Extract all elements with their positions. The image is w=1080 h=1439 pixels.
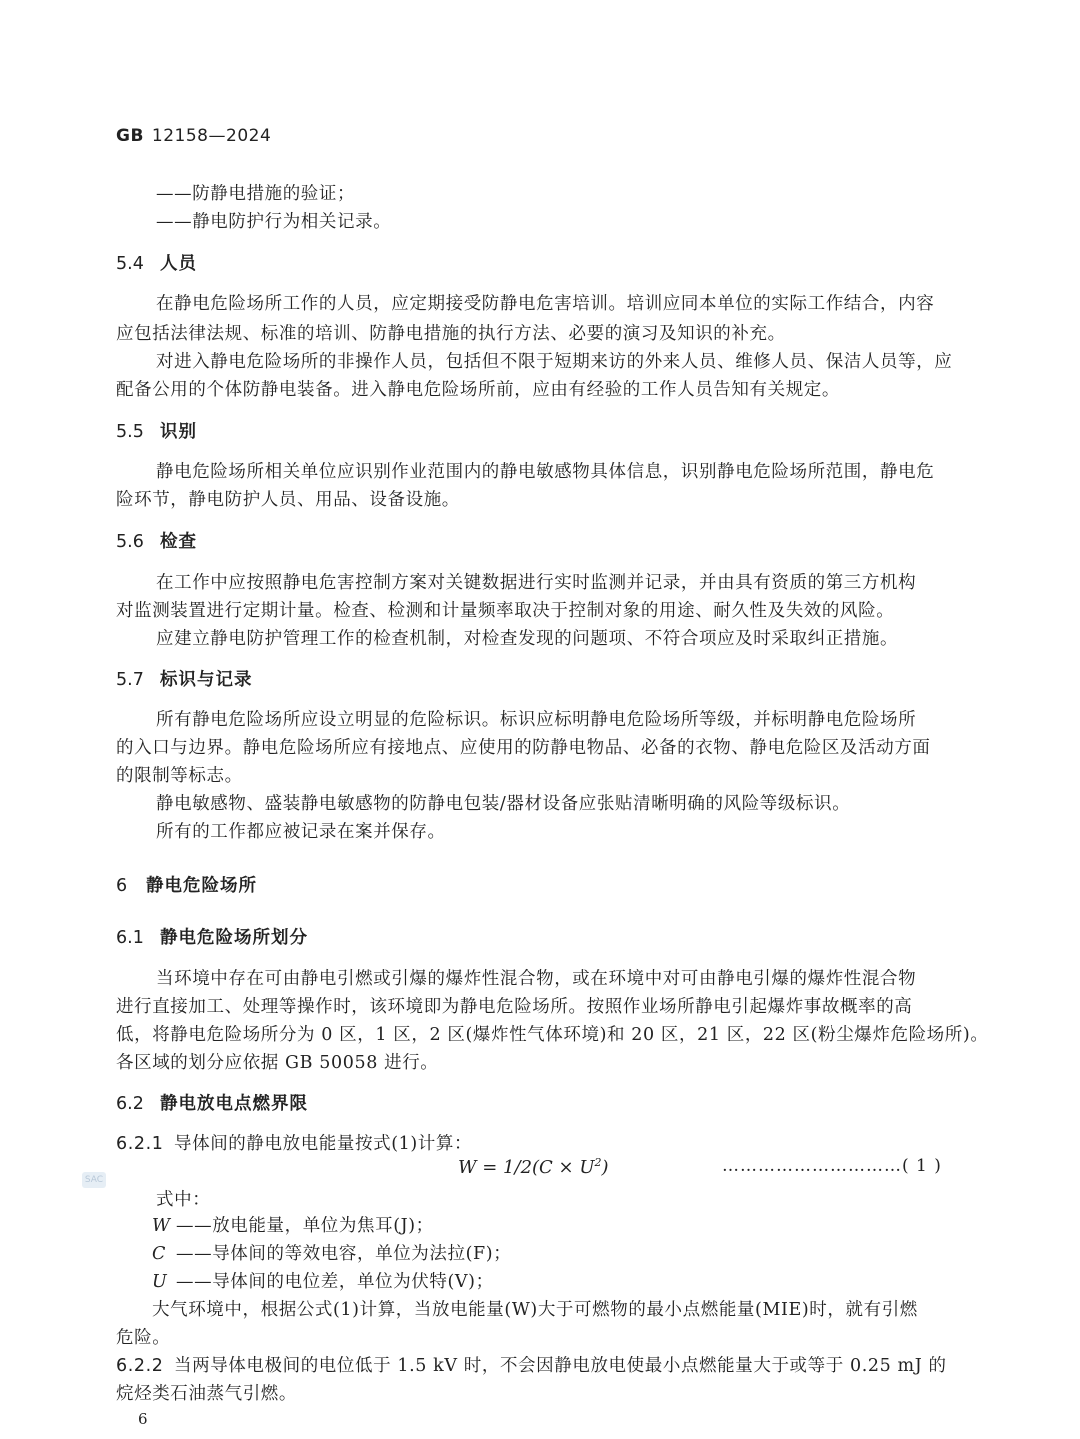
paragraph-line: 危险。 xyxy=(116,1328,171,1348)
formula-number: …………………………( 1 ) xyxy=(722,1156,942,1176)
clause-number: 6.2.2 xyxy=(116,1356,164,1376)
where-label: 式中： xyxy=(156,1190,211,1210)
symbol-c: C xyxy=(152,1244,166,1264)
definition-text: ——导体间的等效电容，单位为法拉(F)； xyxy=(176,1244,512,1264)
paragraph-line: 险环节，静电防护人员、用品、设备设施。 xyxy=(116,490,460,510)
section-title: 识别 xyxy=(160,422,197,442)
paragraph-line: 对监测装置进行定期计量。检查、检测和计量频率取决于控制对象的用途、耐久性及失效的风险。 xyxy=(116,601,895,621)
paragraph-line: 低，将静电危险场所分为 0 区，1 区，2 区(爆炸性气体环境)和 20 区，21 区，22 区(粉尘爆炸危险场所)。 xyxy=(116,1025,989,1045)
section-title: 检查 xyxy=(160,532,197,552)
definition-text: ——放电能量，单位为焦耳(J)； xyxy=(176,1216,434,1236)
paragraph-line: 所有静电危险场所应设立明显的危险标识。标识应标明静电危险场所等级，并标明静电危险场所 xyxy=(156,710,917,730)
symbol-u: U xyxy=(152,1272,168,1292)
formula-exponent: 2 xyxy=(594,1156,602,1169)
clause-6-2-2 xyxy=(116,1352,947,1377)
paragraph-line: 在静电危险场所工作的人员，应定期接受防静电危害培训。培训应同本单位的实际工作结合，内容 xyxy=(156,294,935,314)
formula-1 xyxy=(458,1156,609,1178)
section-number: 6.2 xyxy=(116,1094,144,1114)
section-title: 静电危险场所划分 xyxy=(160,928,308,948)
section-number: 5.7 xyxy=(116,670,144,690)
paragraph-line: 的入口与边界。静电危险场所应有接地点、应使用的防静电物品、必备的衣物、静电危险区及活动方面 xyxy=(116,738,931,758)
clause-6-2-1 xyxy=(116,1130,472,1155)
paragraph-line: 进行直接加工、处理等操作时，该环境即为静电危险场所。按照作业场所静电引起爆炸事故概率的高 xyxy=(116,997,913,1017)
section-title: 静电危险场所 xyxy=(146,876,257,896)
section-number: 5.4 xyxy=(116,254,144,274)
section-heading-5-6 xyxy=(116,528,197,553)
clause-number: 6.2.1 xyxy=(116,1134,164,1154)
standard-id xyxy=(116,126,271,146)
symbol-w: W xyxy=(152,1216,171,1236)
paragraph-line: 应建立静电防护管理工作的检查机制，对检查发现的问题项、不符合项应及时采取纠正措施。 xyxy=(156,629,899,649)
paragraph-line: 大气环境中，根据公式(1)计算，当放电能量(W)大于可燃物的最小点燃能量(MIE)时，就有引燃 xyxy=(152,1300,918,1320)
paragraph-line: 应包括法律法规、标准的培训、防静电措施的执行方法、必要的演习及知识的补充。 xyxy=(116,324,786,344)
section-number: 5.6 xyxy=(116,532,144,552)
page-number: 6 xyxy=(138,1410,148,1428)
definition-text: ——导体间的电位差，单位为伏特(V)； xyxy=(176,1272,494,1292)
list-item: ——防静电措施的验证； xyxy=(156,184,356,204)
section-title: 静电放电点燃界限 xyxy=(160,1094,308,1114)
list-item: ——静电防护行为相关记录。 xyxy=(156,212,392,232)
definition-u xyxy=(152,1268,494,1293)
paragraph-line: 配备公用的个体防静电装备。进入静电危险场所前，应由有经验的工作人员告知有关规定。 xyxy=(116,380,840,400)
section-heading-5-7 xyxy=(116,666,253,691)
paragraph-line: 静电敏感物、盛装静电敏感物的防静电包装/器材设备应张贴清晰明确的风险等级标识。 xyxy=(156,794,851,814)
paragraph-line: 在工作中应按照静电危害控制方案对关键数据进行实时监测并记录，并由具有资质的第三方机构 xyxy=(156,573,917,593)
paragraph-line: 对进入静电危险场所的非操作人员，包括但不限于短期来访的外来人员、维修人员、保洁人员等，应 xyxy=(156,352,953,372)
standard-prefix: GB xyxy=(116,126,144,146)
paragraph-line: 当两导体电极间的电位低于 1.5 kV 时，不会因静电放电使最小点燃能量大于或等于 0.25 mJ 的 xyxy=(174,1356,947,1376)
paragraph-line: 当环境中存在可由静电引燃或引爆的爆炸性混合物，或在环境中对可由静电引爆的爆炸性混合物 xyxy=(156,969,917,989)
formula-close: ) xyxy=(601,1157,609,1178)
section-title: 标识与记录 xyxy=(160,670,253,690)
paragraph-line: 的限制等标志。 xyxy=(116,766,243,786)
sac-watermark: SAC xyxy=(82,1172,106,1188)
formula-rhs: = 1/2(C × U xyxy=(482,1157,595,1178)
formula-lhs: W xyxy=(458,1157,477,1178)
definition-c xyxy=(152,1240,511,1265)
section-heading-6-1 xyxy=(116,924,308,949)
standard-number: 12158—2024 xyxy=(151,126,272,146)
paragraph-line: 各区域的划分应依据 GB 50058 进行。 xyxy=(116,1053,439,1073)
section-heading-5-4 xyxy=(116,250,197,275)
section-number: 6 xyxy=(116,876,128,896)
section-title: 人员 xyxy=(160,254,197,274)
paragraph-line: 烷烃类石油蒸气引燃。 xyxy=(116,1384,297,1404)
section-heading-6 xyxy=(116,872,257,897)
paragraph-line: 所有的工作都应被记录在案并保存。 xyxy=(156,822,446,842)
section-number: 6.1 xyxy=(116,928,144,948)
paragraph-line: 导体间的静电放电能量按式(1)计算： xyxy=(174,1134,473,1154)
section-number: 5.5 xyxy=(116,422,144,442)
paragraph-line: 静电危险场所相关单位应识别作业范围内的静电敏感物具体信息，识别静电危险场所范围，静电危 xyxy=(156,462,935,482)
section-heading-5-5 xyxy=(116,418,197,443)
section-heading-6-2 xyxy=(116,1090,308,1115)
definition-w xyxy=(152,1212,434,1237)
